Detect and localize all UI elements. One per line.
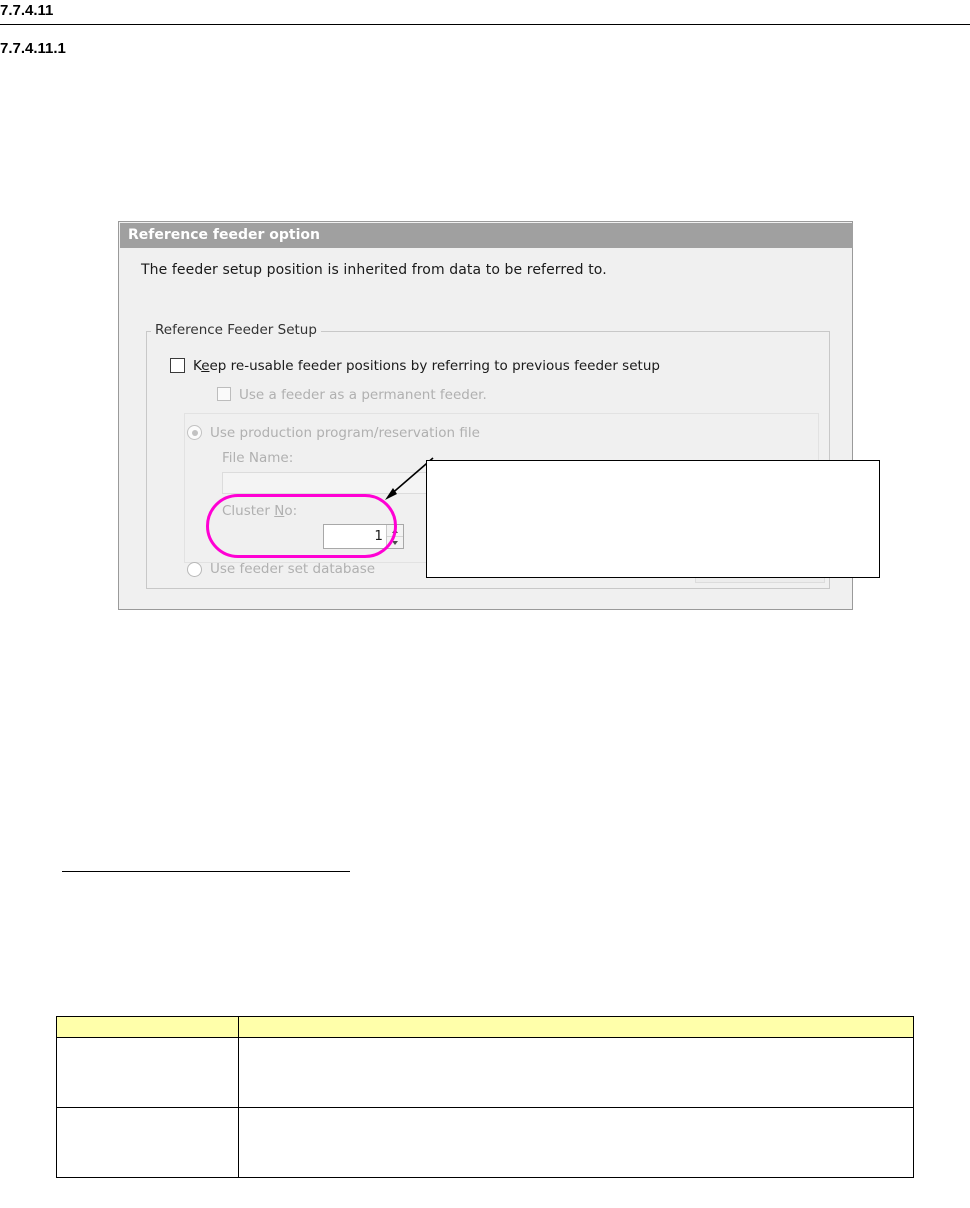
dialog-description: The feeder setup position is inherited from data to be referred to. [141, 262, 607, 278]
file-name-label: File Name: [222, 450, 294, 466]
checkbox-keep-reusable-feeder-positions-label: Keep re-usable feeder positions by referring to previous feeder setup [193, 358, 660, 374]
footnote-separator [62, 871, 350, 872]
table-header-row [57, 1017, 914, 1038]
reference-feeder-setup-group-title: Reference Feeder Setup [151, 322, 321, 338]
checkbox-use-feeder-as-permanent-feeder-label: Use a feeder as a permanent feeder. [239, 387, 487, 403]
page-heading-number-2: 7.7.4.11.1 [0, 40, 66, 57]
radio-use-production-program [187, 425, 202, 440]
checkbox-use-feeder-as-permanent-feeder [217, 387, 231, 401]
table-cell [57, 1108, 239, 1178]
cluster-no-label: Cluster No: [222, 503, 298, 519]
radio-use-feeder-set-database [187, 562, 202, 577]
accelerator-char: e [201, 358, 210, 374]
radio-use-feeder-set-database-label: Use feeder set database [210, 561, 376, 577]
table-cell [239, 1108, 914, 1178]
table-header-cell-1 [57, 1017, 239, 1038]
annotation-callout-box [426, 460, 880, 578]
table-header-cell-2 [239, 1017, 914, 1038]
document-table [56, 1016, 914, 1178]
checkbox-keep-reusable-feeder-positions[interactable] [170, 358, 185, 373]
table-row [57, 1038, 914, 1108]
table-cell [57, 1038, 239, 1108]
table-row [57, 1108, 914, 1178]
heading-divider [0, 24, 970, 25]
page-heading-number-1: 7.7.4.11 [0, 2, 54, 19]
table-cell [239, 1038, 914, 1108]
radio-use-production-program-label: Use production program/reservation file [210, 425, 480, 441]
cluster-no-value: 1 [374, 528, 383, 544]
annotation-highlight-oval [206, 494, 397, 558]
dialog-titlebar: Reference feeder option [120, 223, 853, 248]
accelerator-char: N [274, 503, 285, 519]
